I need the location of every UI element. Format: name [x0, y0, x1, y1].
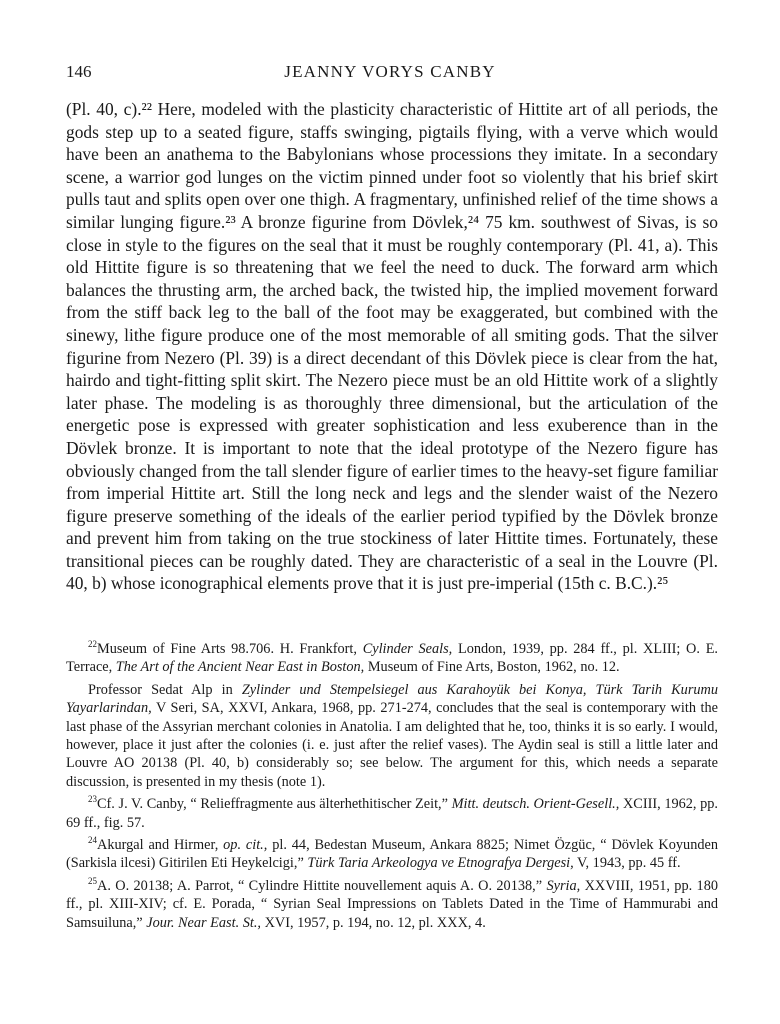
footnote-text: XCIII, 1962, pp. 69 ff., fig. 57. — [66, 796, 719, 831]
footnote-text: V Seri, SA, XXVI, Ankara, 1968, pp. 271-274, concludes that the seal is contemporary with the last phase of the Assyrian merchant colonies in Anatolia. I am delighted that he, too, thinks it is so early. I would, however, place it just after the colonies (i. e. just after the relief vases). The Aydin seal is still a little later and Louvre AO 20138 (Pl. 40, b) considerably so; see below. The argument for this, which needs a separate discussion, is presented in my thesis (note 1). — [66, 700, 718, 790]
footnote-title: Cylinder Seals, — [362, 641, 453, 657]
footnote-text: Cf. J. V. Canby, “ Relieffragmente aus älterhethitischer Zeit,” — [97, 796, 452, 813]
page-number: 146 — [66, 62, 92, 81]
footnote-22-continued — [66, 681, 718, 791]
footnote-title: Jour. Near East. St., — [146, 914, 261, 931]
footnote-text: V, 1943, pp. 45 ff. — [573, 855, 681, 872]
footnote-text: pl. 44, Bedestan Museum, Ankara 8825; Nimet Özgüc, “ Dövlek Koyunden (Sarkisla ilcesi) Gitirilen Eti Heykelcigi,” — [66, 837, 718, 872]
footnote-title: op. cit., — [223, 837, 268, 854]
footnote-title: Türk Taria Arkeologya ve Etnografya Dergesi, — [307, 855, 574, 872]
footnote-title: The Art of the Ancient Near East in Boston, — [115, 659, 365, 676]
footnote-marker: 25 — [88, 876, 97, 887]
footnote-marker: 24 — [88, 835, 97, 846]
footnote-text: XVI, 1957, p. 194, no. 12, pl. XXX, 4. — [261, 914, 486, 931]
footnote-text: London, 1939, pp. 284 ff., pl. XLIII; O. E. Terrace, — [66, 641, 719, 676]
body-paragraph: (Pl. 40, c).²² Here, modeled with the plasticity characteristic of Hittite art of all periods, the gods step up to a seated figure, staffs swinging, pigtails flying, with a verve which would have been an anathema to the Babylonians whose processions they imitate. In a secondary scene, a warrior god lunges on the victim pinned under foot so violently that his brief skirt pulls taut and splits open over one thigh. A fragmentary, unfinished relief of the time shows a similar lunging figure.²³ A bronze figurine from Dövlek,²⁴ 75 km. southwest of Sivas, is so close in style to the figures on the seal that it must be roughly contemporary (Pl. 41, a). This old Hittite figure is so threatening that we feel the need to duck. The forward arm which balances the thrusting arm, the arched back, the twisted hip, the implied movement forward from the stiff back leg to the ball of the foot may be exaggerated, but combined with the sinewy, lithe figure produce one of the most memorable of all smiting gods. That the silver figurine from Nezero (Pl. 39) is a direct decendant of this Dövlek piece is clear from the hat, hairdo and tight-fitting split skirt. The Nezero piece must be an old Hittite work of a slightly later phase. The modeling is as thoroughly three dimensional, but the articulation of the energetic pose is expressed with greater sophistication and less exuberence than in the Dövlek bronze. It is important to note that the ideal prototype of the Nezero figure has obviously changed from the tall slender figure of earlier times to the heavy-set figure familiar from imperial Hittite art. Still the long neck and legs and the slender waist of the Nezero figure preserve something of the ideals of the earlier period typified by the Dövlek bronze and prevent him from taking on the true stockiness of later Hittite times. Fortunately, these transitional pieces can be roughly dated. They are characteristic of a seal in the Louvre (Pl. 40, b) whose iconographical elements prove that it is just pre-imperial (15th c. B.C.).²⁵ — [66, 99, 718, 594]
footnote-text: Museum of Fine Arts 98.706. H. Frankfort, — [97, 641, 363, 657]
footnote-title: Syria, — [546, 877, 581, 894]
footnotes — [66, 640, 718, 936]
footnote-text: Museum of Fine Arts, Boston, 1962, no. 12. — [364, 659, 620, 676]
footnote-25 — [66, 877, 718, 932]
footnote-22 — [66, 640, 718, 677]
footnote-text: Professor Sedat Alp in — [88, 681, 242, 698]
footnote-title: Zylinder und Stempelsiegel aus Karahoyük bei Konya, Türk Tarih Kurumu Yayarlarindan, — [66, 681, 719, 717]
footnote-marker: 23 — [88, 794, 97, 805]
footnote-text: A. O. 20138; A. Parrot, “ Cylindre Hittite nouvellement aquis A. O. 20138,” — [97, 877, 547, 894]
footnote-marker: 22 — [88, 639, 97, 650]
page-header — [66, 60, 714, 84]
footnote-text: XXVIII, 1951, pp. 180 ff., pl. XIII-XIV; cf. E. Porada, “ Syrian Seal Impressions on Tablets Dated in the Time of Hammurabi and Samsuiluna,” — [66, 877, 718, 931]
running-head: JEANNY VORYS CANBY — [284, 62, 496, 81]
footnote-text: Akurgal and Hirmer, — [97, 837, 224, 854]
footnote-24 — [66, 836, 718, 873]
footnote-23 — [66, 795, 718, 832]
footnote-title: Mitt. deutsch. Orient-Gesell., — [451, 796, 620, 813]
